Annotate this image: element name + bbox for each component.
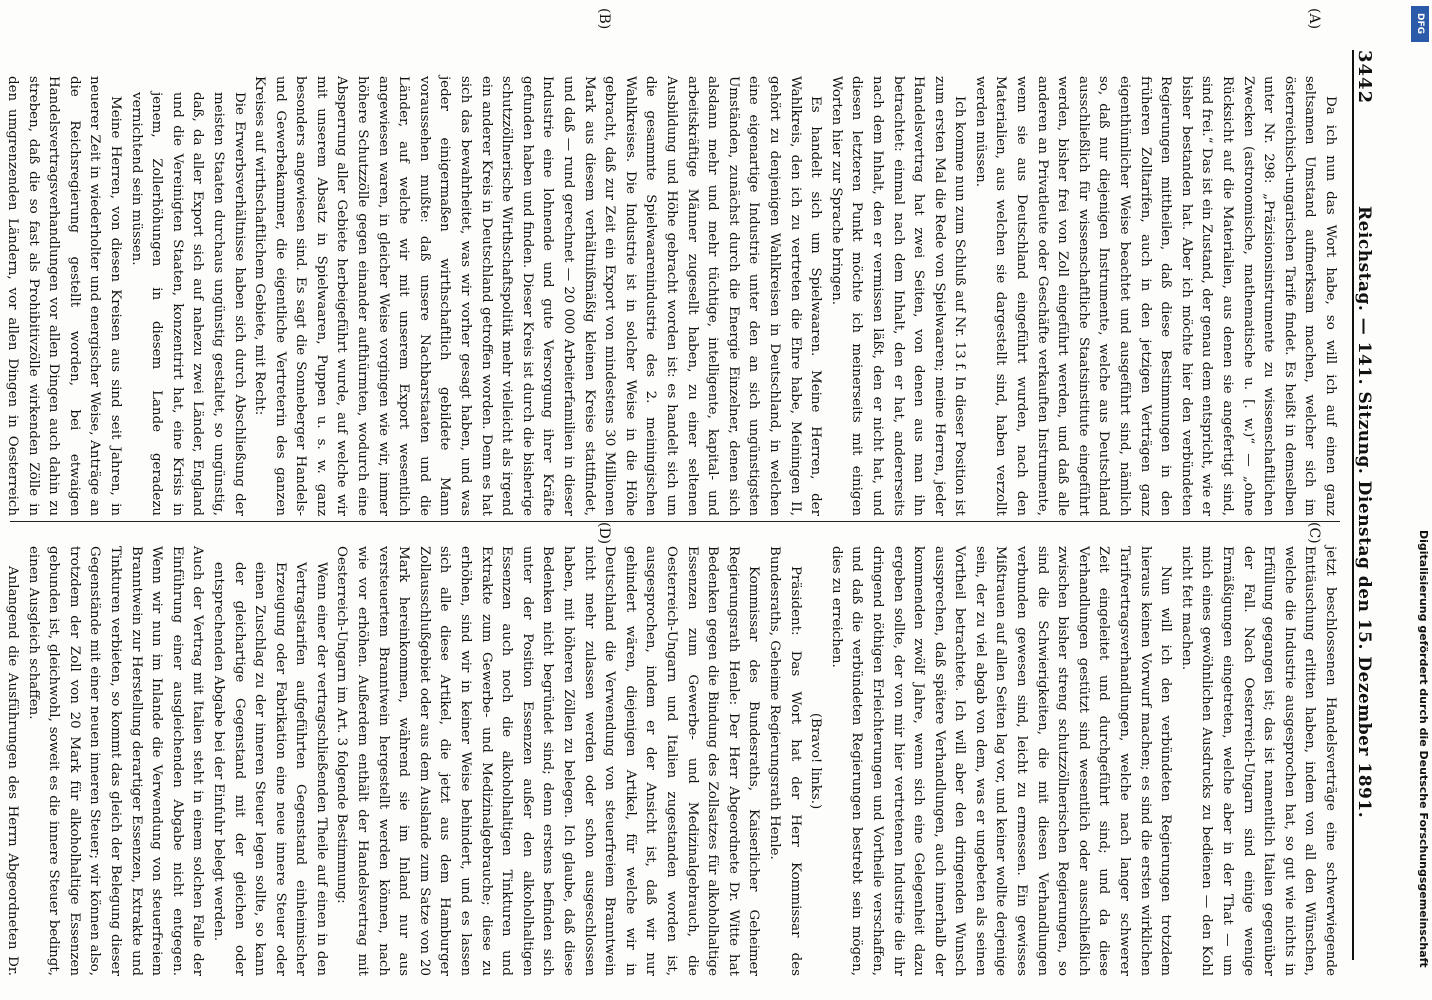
digitization-credit: Digitalisierung gefördert durch die Deutsche Forschungsgemeinschaft bbox=[1417, 530, 1430, 968]
dfg-sidebar bbox=[1408, 0, 1432, 1000]
paragraph: Kommissar des Bundesraths, Kaiserlicher Geheimer Regierungsrath Henle: Der Herr Abgeordnete Dr. Witte hat Bedenken gegen die Bindung des Zollsatzes für alkoholhaltige Essenzen zum Gewerbe- und Medizinalgebrauch, die Oesterreich-Ungarn und Italien zugestanden worden ist, ausgesprochen, indem er der Ansicht ist, daß wir nur gehindert wären, diejenigen Artikel, für welche wir in Deutschland die Verwendung von steuerfreiem Branntwein nicht mehr zulassen werden oder schon ausgeschlossen haben, mit höheren Zöllen zu belegen. Ich glaube, daß diese Bedenken nicht begründet sind; denn erstens befinden sich unter der Position Essenzen außer den alkoholhaltigen Essenzen auch noch die alkoholhaltigen Tinkturen und Extrakte zum Gewerbe- und Medizinalgebrauche; diese zu erhöhen, sind wir in keiner Weise behindert, und es lassen sich alle diese Artikel, die jetzt aus dem Hamburger Zollausschlußgebiet oder aus dem Auslande zum Satze von 20 Mark hereinkommen, während sie im Inland nur aus versteuertem Branntwein hergestellt werden können, nach wie vor erhöhen. Außerdem enthält der Handelsvertrag mit Oesterreich-Ungarn im Art. 3 folgende Bestimmung: bbox=[334, 546, 762, 976]
dfg-logo: DFG bbox=[1411, 6, 1429, 42]
session-title: Reichstag. — 141. Sitzung. Dienstag den 15. Dezember 1891. bbox=[1354, 205, 1374, 819]
margin-mark-b: (B) bbox=[596, 8, 612, 30]
paragraph: Auch der Vertrag mit Italien steht in einem solchen Falle der Einführung einer ausgleichenden Abgabe nicht entgegen. Wenn wir nun im Inlande die Verwendung von steuerfreiem Branntwein zur Herstellung derartiger Essenzen, Extrakte und Tinkturen verbieten, so kommt das gleich der Belegung dieser Gegenstände mit einer neuen inneren Steuer; wir können also, trotzdem der Zoll von 20 Mark für alkoholhaltige Essenzen gebunden ist, gleichwohl, soweit es die innere Steuer bedingt, einen Ausgleich schaffen. bbox=[25, 546, 206, 976]
paragraph: Anlangend die Ausführungen des Herrn Abgeordneten Dr. bbox=[5, 566, 20, 976]
column-divider bbox=[10, 521, 1340, 522]
left-column bbox=[0, 76, 1340, 516]
paragraph: Ich komme nun zum Schluß auf Nr. 13 f. In dieser Position ist zum ersten Mal die Rede von Spielwaaren; meine Herren, jeder Handelsvertrag hat zwei Seiten, von denen aus man ihn betrachtet: einmal nach dem Inhalt, den er hat, andererseits nach dem Inhalt, den er vermissen läßt, den er nicht hat, und diesen letzteren Punkt möchte ich meinerseits mit einigen Worten hier zur Sprache bringen. bbox=[828, 76, 968, 516]
margin-mark-c: (C) bbox=[1306, 522, 1322, 544]
paragraph: Es handelt sich um Spielwaaren. Meine Herren, der Wahlkreis, den ich zu vertreten die Ehre habe, Meiningen II, gehört zu denjenigen Wahlkreisen in Deutschland, in welchen eine eigenartige Industrie unter den an sich ungünstigsten Umständen, zunächst durch die Energie Einzelner, denen sich alsdann mehr und mehr tüchtige, intelligente, kapital- und arbeitskräftige Männer zugesellt haben, zu einer seltenen Ausbildung und Höhe gebracht worden ist: es handelt sich um die gesammte Spielwaarenindustrie des 2. meiningischen Wahlkreises. Die Industrie ist in solcher Weise in die Höhe gebracht, daß zur Zeit ein Export von mindestens 30 Millionen Mark aus diesem verhältnißmäßig kleinen Kreise stattfindet, und daß — rund gerechnet — 20 000 Arbeiterfamilien in dieser Industrie eine lohnende und gute Versorgung ihrer Kräfte gefunden haben und finden. Dieser Kreis ist durch die bisherige schutzzöllnerische Wirthschaftspolitik mehr vielleicht als irgend ein anderer Kreis in Deutschland getroffen worden. Denn es hat sich das bewahrheitet, was wir vorher gesagt haben, und was jeder einigermaßen wirthschaftlich gebildete Mann voraussehen mußte: daß unsere Nachbarstaaten und die Länder, auf welche wir mit unserem Export wesentlich angewiesen waren, in gleicher Weise vorgingen wie wir, immer höhere Schutzzölle gegen einander aufthürmten, wodurch eine Absperrung aller Gebiete herbeigeführt wurde, auf welche wir mit unserem Absatz in Spielwaaren, Puppen u. s. w. ganz besonders angewiesen sind. Es sagt die Sonneberger Handels- und Gewerbekammer, die eigentliche Vertreterin des ganzen Kreises auf wirthschaftlichem Gebiete, mit Recht: bbox=[252, 76, 824, 516]
paragraph: Meine Herren, von diesen Kreisen aus sind seit Jahren, in neuerer Zeit in wiederholter und energischer Weise, Anträge an die Reichsregierung gestellt worden, bei etwaigen Handelsvertragsverhandlungen vor allen Dingen auch dahin zu streben, daß die so fast als Prohibitivzölle wirkenden Zölle in den umgrenzenden Ländern, vor allen Dingen in Oesterreich bbox=[5, 76, 123, 516]
quotation: Wenn einer der vertragschließenden Theile auf einen in den Vertragstarifen aufgeführten Gegenstand einheimischer Erzeugung oder Fabrikation eine neue innere Steuer oder einen Zuschlag zu der inneren Steuer legen sollte, so kann der gleichartige Gegenstand mit der gleichen oder entsprechenden Abgabe bei der Einfuhr belegt werden. bbox=[210, 562, 329, 976]
right-column bbox=[0, 546, 1340, 976]
page-number: 3442 bbox=[1354, 50, 1375, 105]
speaker-announcement: Präsident: Das Wort hat der Herr Kommissar des Bundesraths, Geheime Regierungsrath Henle. bbox=[766, 546, 803, 976]
paragraph: jetzt beschlossenen Handelsverträge eine schwerwiegende Enttäuschung erlitten haben, indem von all den Wünschen, welche die Industrie ausgesprochen hat, so gut wie nichts in Erfüllung gegangen ist; das ist namentlich Italien gegenüber der Fall. Nach Oesterreich-Ungarn sind einige wenige Ermäßigungen eingetreten, welche aber in der That — um mich eines gewöhnlichen Ausdrucks zu bedienen — den Kohl nicht fett machen. bbox=[1178, 546, 1338, 976]
paragraph: Nun will ich den verbündeten Regierungen trotzdem hieraus keinen Vorwurf machen; es sind die ersten wirklichen Tarifvertragsverhandlungen, welche nach langer schwerer Zeit eingeleitet und durchgeführt sind; und da diese Verhandlungen gestützt sind wesentlich oder ausschließlich zwischen bisher streng schutzzöllnerischen Regierungen, so sind die Schwierigkeiten, die mit diesen Verhandlungen verbunden gewesen sind, leicht zu ermessen. Ein gewisses Mißtrauen auf allen Seiten lag vor, und keiner wollte derjenige sein, der zu viel abgab von dem, was er ungebeten als seinen Vortheil betrachtete. Ich will aber den dringenden Wunsch aussprechen, daß spätere Verhandlungen, auch innerhalb der kommenden zwölf Jahre, wenn sich eine Gelegenheit dazu ergeben sollte, der von mir hier vertretenen Industrie die ihr dringend nöthigen Erleichterungen und Vortheile verschaffen, und daß die verbündeten Regierungen bestrebt sein mögen, dies zu erreichen. bbox=[828, 546, 1174, 976]
quotation: Die Erwerbsverhältnisse haben sich durch Abschließung der meisten Staaten durchaus ungünstig gestaltet, so ungünstig, daß, da aller Export sich auf nahezu zwei Länder, England und die Vereinigten Staaten, konzentrirt hat, eine Krisis in jenem, Zollerhöhungen in diesem Lande geradezu vernichtend sein müssen. bbox=[128, 92, 247, 516]
page-header bbox=[1352, 50, 1384, 960]
margin-mark-d: (D) bbox=[596, 522, 612, 545]
applause-note: (Bravo! links.) bbox=[808, 712, 824, 810]
paragraph: Da ich nun das Wort habe, so will ich auf einen ganz seltsamen Umstand aufmerksam machen, welcher sich im österreichisch-ungarischen Tarife findet. Es heißt in demselben unter Nr. 298: „Präzisionsinstrumente zu wissenschaftlichen Zwecken (astronomische, mathematische u. [. w.)“ — „ohne Rücksicht auf die Materialien, aus denen sie angefertigt sind, sind frei.“ Das ist ein Zustand, der genau dem entspricht, wie er bisher bestanden hat. Aber ich möchte hier den verbündeten Regierungen mittheilen, daß diese Bestimmungen in den früheren Zolltarifen, auch in den jetzigen Verträgen ganz eigenthümlicher Weise beachtet und ausgeführt sind, nämlich so, daß nur diejenigen Instrumente, welche aus Deutschland ausschließlich für wissenschaftliche Staatsinstitute eingeführt werden, bisher frei von Zoll eingeführt werden, und daß alle anderen an Privatleute oder Geschäfte verkauften Instrumente, wenn sie aus Deutschland eingeführt wurden, nach den Materialien, aus welchen sie dargestellt sind, haben verzollt werden müssen. bbox=[972, 76, 1338, 516]
margin-mark-a: (A) bbox=[1306, 8, 1322, 30]
